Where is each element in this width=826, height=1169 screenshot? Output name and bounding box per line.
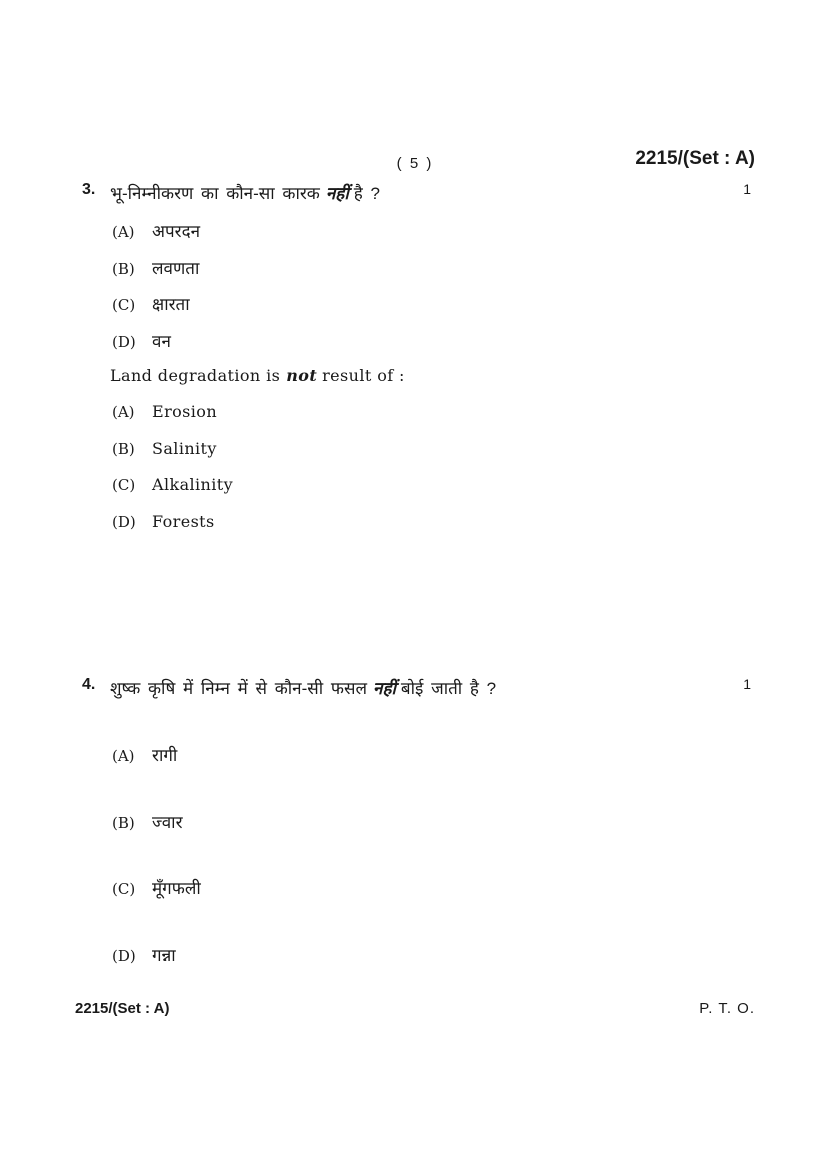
question-3	[75, 181, 755, 204]
q3-hindi-option-a-text: अपरदन	[152, 222, 201, 241]
q3-english-option-c	[75, 475, 755, 495]
q3-hindi-option-d-text: वन	[152, 332, 171, 351]
question-4-number: 4.	[82, 676, 96, 693]
q3-hindi-option-b-text: लवणता	[152, 259, 200, 278]
q3-hindi-option-d-label: (D)	[112, 333, 136, 351]
question-4	[75, 676, 755, 699]
question-4-text-before: शुष्क कृषि में निम्न में से कौन-सी फसल	[110, 679, 368, 698]
pto-label: P. T. O.	[699, 1000, 755, 1017]
q3-hindi-option-b-label: (B)	[112, 260, 135, 278]
q3-hindi-option-c-label: (C)	[112, 296, 136, 314]
q3-hindi-option-b	[75, 256, 755, 279]
q3-english-option-a-text: Erosion	[152, 402, 218, 421]
q3-hindi-option-c-text: क्षारता	[152, 295, 190, 314]
question-3-marks: 1	[743, 181, 751, 197]
q3-hindi-option-a	[75, 219, 755, 242]
q4-option-d-text: गन्ना	[152, 946, 176, 965]
q3-english-option-c-text: Alkalinity	[152, 475, 234, 494]
question-4-text-after: बोई जाती है ?	[400, 679, 497, 698]
q3-english-option-d	[75, 512, 755, 532]
q3-english-after: result of :	[322, 366, 405, 385]
question-3-emphasis: नहीं	[325, 184, 349, 203]
q4-option-a	[75, 743, 755, 766]
question-4-emphasis: नहीं	[373, 679, 396, 698]
q3-english-option-b-label: (B)	[112, 440, 135, 458]
paper-code-header: 2215/(Set : A)	[635, 148, 755, 169]
q3-english-option-b	[75, 439, 755, 459]
q4-option-b-text: ज्वार	[152, 813, 183, 832]
q3-hindi-option-d	[75, 329, 755, 352]
q4-option-d	[75, 943, 755, 966]
q3-english-option-a	[75, 402, 755, 422]
question-3-text-before: भू-निम्नीकरण का कौन-सा कारक	[110, 184, 320, 203]
q3-english-option-c-label: (C)	[112, 476, 136, 494]
question-4-text-hindi	[110, 676, 743, 699]
q4-option-d-label: (D)	[112, 947, 136, 965]
q3-english-option-d-text: Forests	[152, 512, 215, 531]
q3-hindi-option-a-label: (A)	[112, 223, 135, 241]
q4-option-a-text: रागी	[152, 746, 178, 765]
page-footer	[75, 1000, 755, 1017]
q4-option-b	[75, 810, 755, 833]
q3-hindi-option-c	[75, 292, 755, 315]
q4-option-a-label: (A)	[112, 747, 135, 765]
q3-english-option-a-label: (A)	[112, 403, 135, 421]
page-number: ( 5 )	[396, 155, 434, 172]
q4-option-c-text: मूँगफली	[152, 879, 201, 898]
question-3-text-hindi	[110, 181, 743, 204]
question-3-text-after: है ?	[353, 184, 380, 203]
q3-english-before: Land degradation is	[110, 366, 281, 385]
q3-english-emphasis: not	[286, 366, 318, 385]
question-4-marks: 1	[743, 676, 751, 692]
q3-english-option-d-label: (D)	[112, 513, 136, 531]
question-3-number: 3.	[82, 181, 96, 198]
q3-english-option-b-text: Salinity	[152, 439, 217, 458]
q4-option-b-label: (B)	[112, 814, 135, 832]
question-3-text-english	[75, 366, 755, 386]
q4-option-c	[75, 876, 755, 899]
paper-code-footer: 2215/(Set : A)	[75, 1000, 170, 1017]
q4-option-c-label: (C)	[112, 880, 136, 898]
